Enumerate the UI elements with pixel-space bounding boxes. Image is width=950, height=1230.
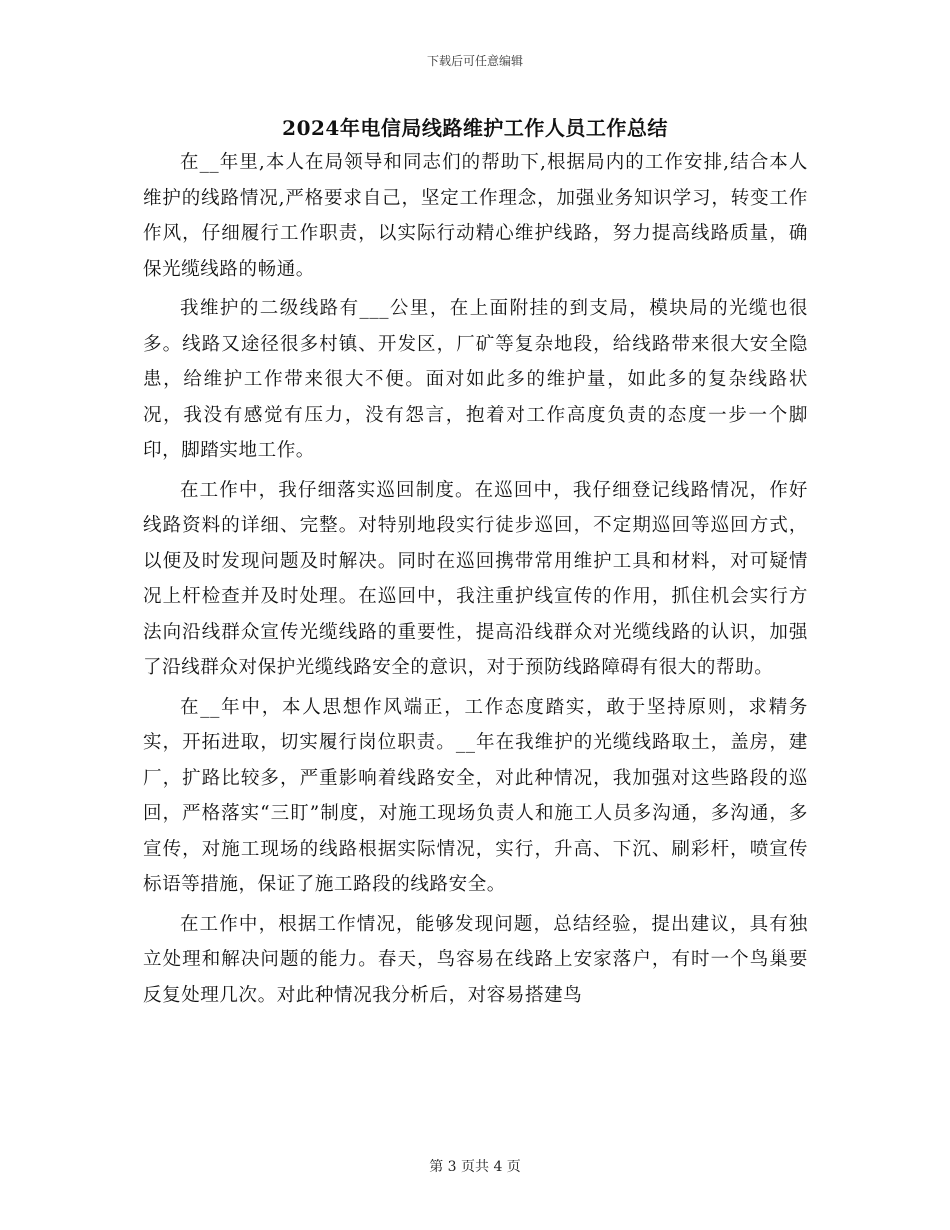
paragraph-4: 在__年中，本人思想作风端正，工作态度踏实，敢于坚持原则，求精务实，开拓进取，切实履行岗位职责。__年在我维护的光缆线路取土，盖房，建厂，扩路比较多，严重影响着线路安全，对此种情况，我加强对这些路段的巡回，严格落实“三盯”制度，对施工现场负责人和施工人员多沟通，多沟通，多宣传，对施工现场的线路根据实际情况，实行，升高、下沉、刷彩杆，喷宣传标语等措施，保证了施工路段的线路安全。 [143,696,808,895]
page-number-footer: 第 3 页共 4 页 [429,1159,521,1175]
document-title: 2024年电信局线路维护工作人员工作总结 [282,116,668,140]
paragraph-5: 在工作中，根据工作情况，能够发现问题，总结经验，提出建议，具有独立处理和解决问题的能力。春天，鸟容易在线路上安家落户，有时一个鸟巢要反复处理几次。对此种情况我分析后，对容易搭建鸟 [143,913,808,1006]
document-body [143,145,808,1017]
paragraph-3: 在工作中，我仔细落实巡回制度。在巡回中，我仔细登记线路情况，作好线路资料的详细、完整。对特别地段实行徒步巡回，不定期巡回等巡回方式，以便及时发现问题及时解决。同时在巡回携带常用维护工具和材料，对可疑情况上杆检查并及时处理。在巡回中，我注重护线宣传的作用，抓住机会实行方法向沿线群众宣传光缆线路的重要性，提高沿线群众对光缆线路的认识，加强了沿线群众对保护光缆线路安全的意识，对于预防线路障碍有很大的帮助。 [143,479,808,678]
header-note: 下载后可任意编辑 [426,54,523,68]
paragraph-2: 我维护的二级线路有___公里，在上面附挂的到支局，模块局的光缆也很多。线路又途径很多村镇、开发区，厂矿等复杂地段，给线路带来很大安全隐患，给维护工作带来很大不便。面对如此多的维护量，如此多的复杂线路状况，我没有感觉有压力，没有怨言，抱着对工作高度负责的态度一步一个脚印，脚踏实地工作。 [143,298,808,461]
paragraph-1: 在__年里,本人在局领导和同志们的帮助下,根据局内的工作安排,结合本人维护的线路情况,严格要求自己，坚定工作理念，加强业务知识学习，转变工作作风，仔细履行工作职责，以实际行动精心维护线路，努力提高线路质量，确保光缆线路的畅通。 [143,152,808,280]
